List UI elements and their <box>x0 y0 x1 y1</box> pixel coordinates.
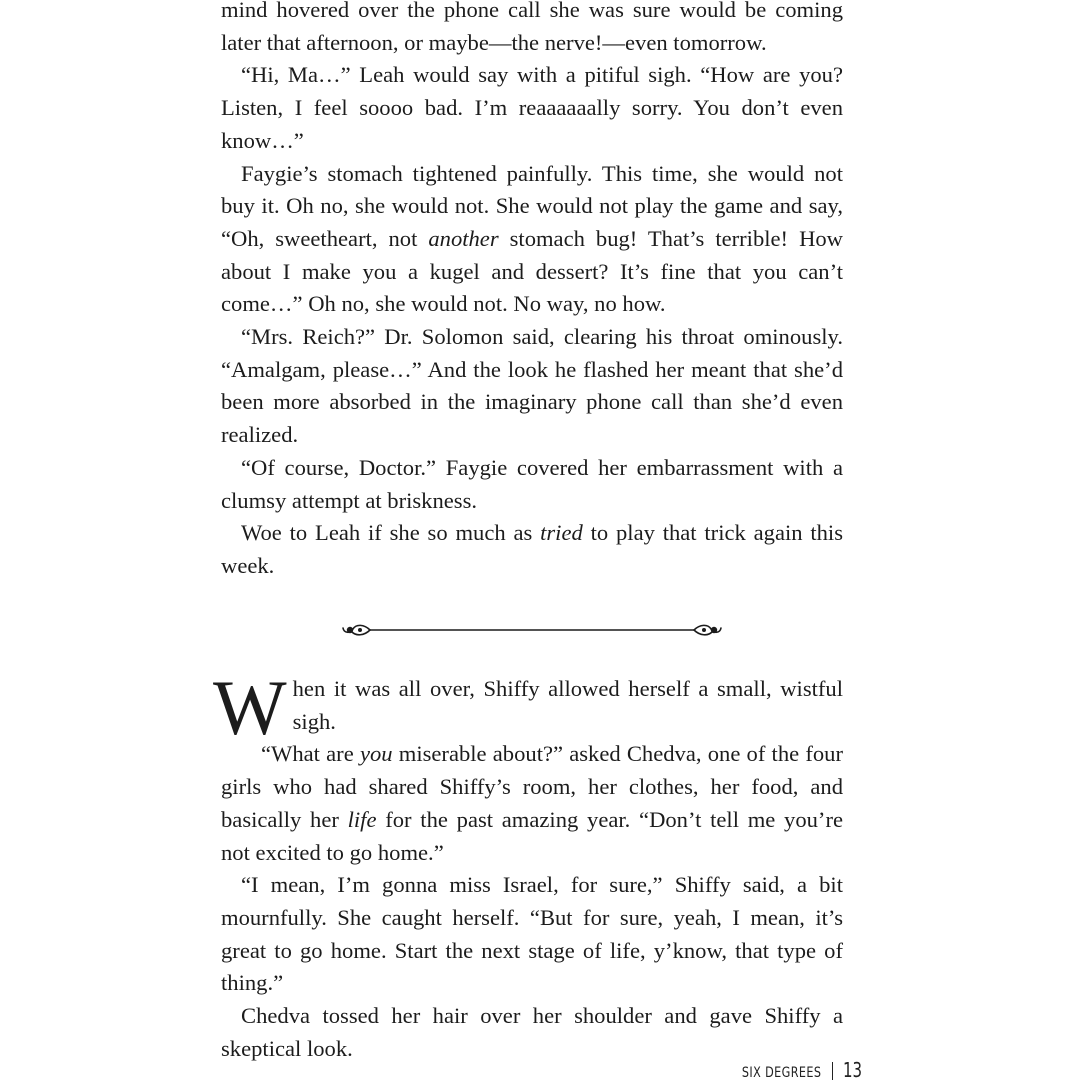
paragraph-of-course: “Of course, Doctor.” Faygie covered her embarrassment with a clumsy attempt at briskness. <box>221 454 843 513</box>
italic-word: another <box>428 225 499 251</box>
paragraph-woe-to-leah <box>221 517 843 582</box>
paragraph-text: Faygie’s stomach tightened painfully. This time, she would not buy it. Oh no, she would not. She would not play the game and say, “Oh, sweetheart, not <box>221 160 843 251</box>
italic-word: you <box>359 741 393 767</box>
paragraph-chedva-tossed: Chedva tossed her hair over her shoulder and gave Shiffy a skeptical look. <box>221 1003 843 1061</box>
paragraph-leah-call: “Hi, Ma…” Leah would say with a pitiful sigh. “How are you? Listen, I feel soooo bad. I’m reaaaaaally sorry. You don’t even know…” <box>221 62 843 153</box>
paragraph-text: miserable about?” asked Chedva, one of the four girls who had shared Shiffy’s room, her clothes, her food, and basically her <box>221 741 843 832</box>
drop-cap-letter: W <box>213 664 287 751</box>
italic-word: tried <box>540 520 583 546</box>
paragraph-continuation: mind hovered over the phone call she was sure would be coming later that afternoon, or maybe—the nerve!—even tomorrow. <box>221 0 843 55</box>
paragraph-text: for the past amazing year. “Don’t tell me you’re not excited to go home.” <box>221 806 844 865</box>
page-footer <box>722 1058 868 1084</box>
paragraph-text: hen it was all over, Shiffy allowed herself a small, wistful sigh. <box>292 676 843 734</box>
italic-word: life <box>347 806 377 832</box>
section-one-text <box>221 0 843 583</box>
paragraph-text: Woe to Leah if she so much as <box>241 520 541 546</box>
page-number: 13 <box>842 1058 862 1082</box>
paragraph-text: stomach bug! That’s terrible! How about I make you a kugel and dessert? It’s fine that you can’t come…” Oh no, she would not. No way, no how. <box>221 225 843 317</box>
running-head: SIX DEGREES <box>742 1065 822 1081</box>
footer-divider <box>832 1062 833 1080</box>
scroll-flourish-divider-icon <box>340 619 724 641</box>
section-two-text <box>213 664 844 1065</box>
paragraph-miss-israel: “I mean, I’m gonna miss Israel, for sure,” Shiffy said, a bit mournfully. She caught herself. “But for sure, yeah, I mean, it’s great to go home. Start the next stage of life, y’know, that type of thing.” <box>221 872 843 996</box>
paragraph-text: “What are <box>261 741 360 767</box>
paragraph-text: to play that trick again this week. <box>221 520 843 578</box>
paragraph-dr-solomon: “Mrs. Reich?” Dr. Solomon said, clearing his throat ominously. “Amalgam, please…” And the look he flashed her meant that she’d been more absorbed in the imaginary phone call than she’d even realized. <box>221 324 843 448</box>
chapter-opening-paragraph <box>213 664 844 869</box>
paragraph-faygie-stomach <box>221 158 843 322</box>
